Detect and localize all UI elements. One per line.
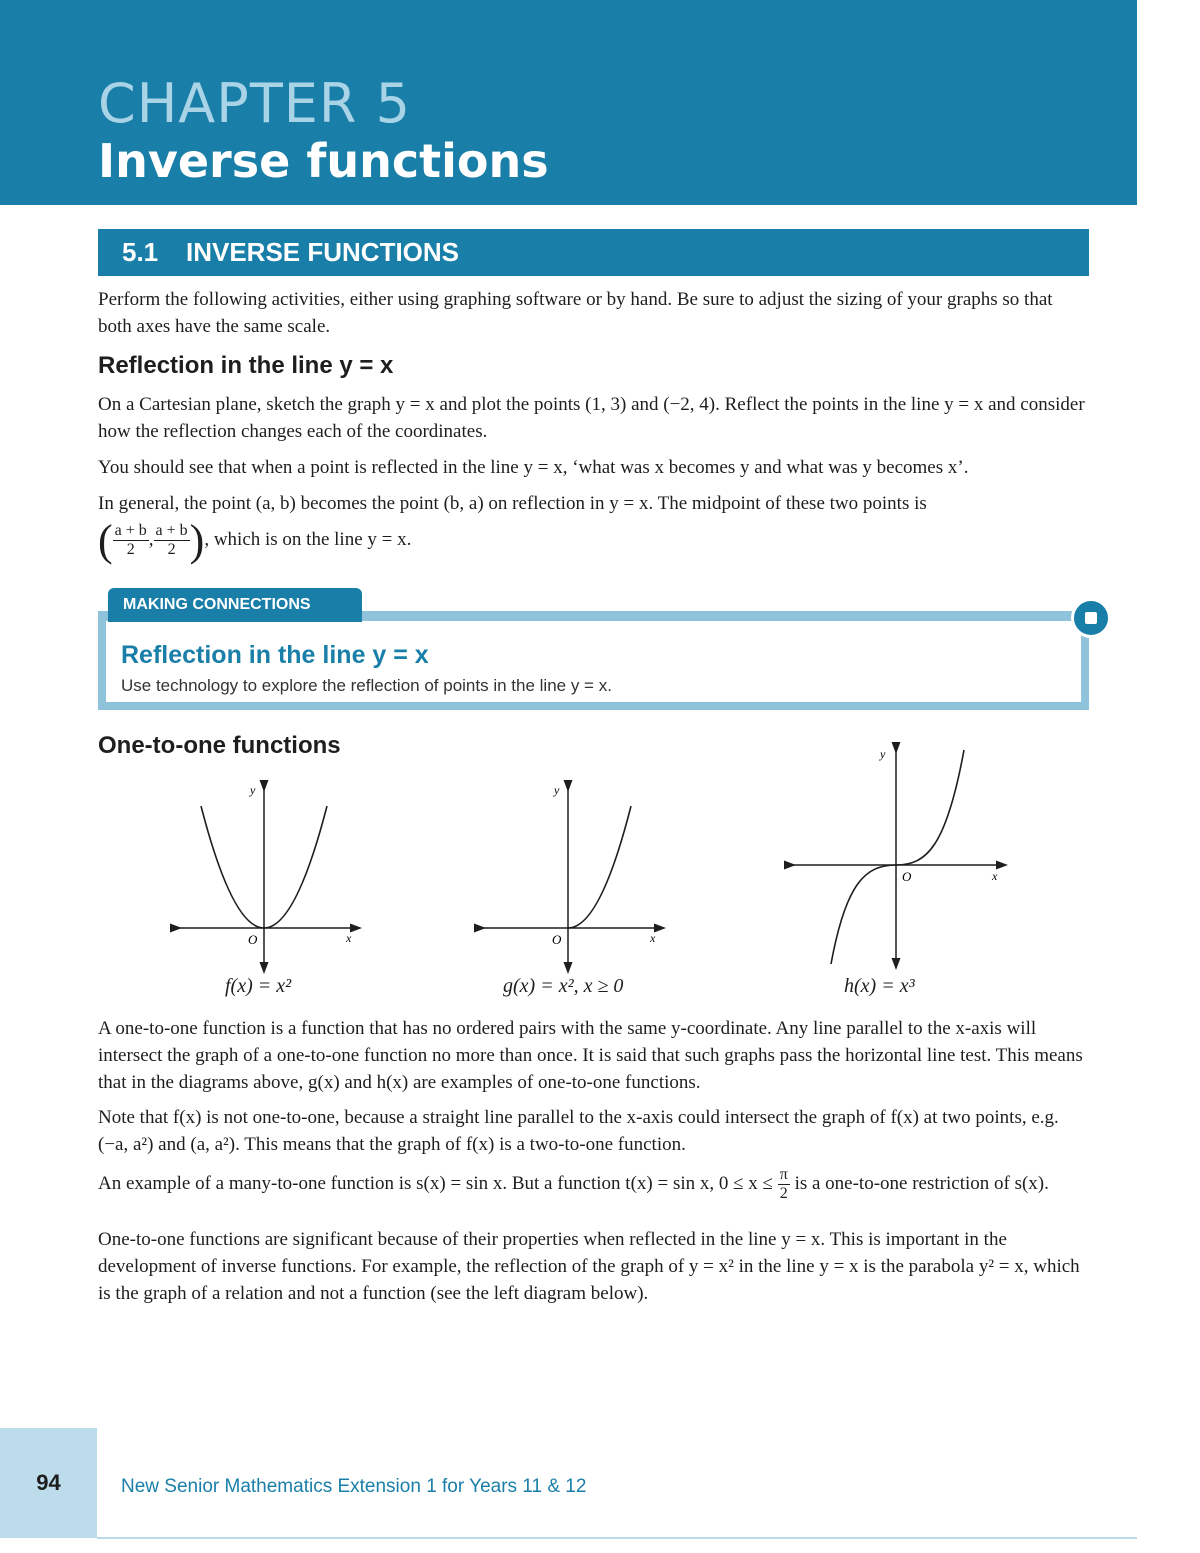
reflection-paragraph-2: You should see that when a point is reflected in the line y = x, ‘what was x becomes y and what was y becomes x’. (98, 457, 969, 478)
making-connections-box (98, 611, 1089, 710)
graph-g-caption: g(x) = x², x ≥ 0 (503, 975, 624, 997)
making-connections-text: Use technology to explore the reflection of points in the line y = x. (121, 676, 612, 695)
graph-h-caption: h(x) = x³ (844, 975, 915, 997)
chapter-title: Inverse functions (98, 134, 549, 188)
x-axis-label: x (346, 931, 352, 945)
one-to-one-paragraph-3: An example of a many-to-one function is s(x) = sin x. But a function t(x) = sin x, 0 ≤ x ≤ $\frac{\pi}{2}$ is a one-to-one restriction of s(x). (98, 1166, 1049, 1202)
book-title: New Senior Mathematics Extension 1 for Years 11 & 12 (121, 1476, 587, 1497)
reflection-paragraph-3: In general, the point (a, b) becomes the point (b, a) on reflection in y = x. The midpoint of these two points is (98, 493, 927, 514)
one-to-one-paragraph-2: Note that f(x) is not one-to-one, because a straight line parallel to the x-axis could intersect the graph of f(x) at two points, e.g. (−a, a²) and (a, a²). This means that the graph of f(x) is a two-to-one function. (98, 1107, 1059, 1155)
making-connections-tab: MAKING CONNECTIONS (108, 588, 362, 622)
one-to-one-heading: One-to-one functions (98, 732, 341, 759)
graph-f-caption: f(x) = x² (225, 975, 292, 997)
y-axis-label: y (554, 783, 560, 797)
x-axis-label: x (650, 931, 656, 945)
making-connections-title: Reflection in the line y = x (121, 641, 429, 669)
reflection-heading: Reflection in the line y = x (98, 352, 394, 379)
reflection-paragraph-1: On a Cartesian plane, sketch the graph y = x and plot the points (1, 3) and (−2, 4). Reflect the points in the line y = x and consider how the reflection changes each of the coordinates. (98, 394, 1085, 442)
footer-divider (97, 1537, 1137, 1539)
half-parabola-curve (568, 806, 631, 928)
origin-label: O (552, 932, 562, 947)
section-number: 5.1 (122, 237, 159, 267)
page-number: 94 (0, 1428, 97, 1538)
cubic-curve (831, 750, 964, 964)
graph-f-parabola (170, 780, 360, 975)
midpoint-x-fraction: $\frac{a + b}{2}$ (114, 522, 147, 558)
section-title: INVERSE FUNCTIONS (186, 237, 460, 267)
intro-paragraph: Perform the following activities, either using graphing software or by hand. Be sure to adjust the sizing of your graphs so that both axes have the same scale. (98, 289, 1053, 337)
graph-h-cubic (786, 742, 1006, 970)
midpoint-tail: , which is on the line y = x. (204, 528, 412, 550)
section-heading (98, 229, 1089, 276)
y-axis-label: y (250, 783, 256, 797)
midpoint-y-fraction: $\frac{a + b}{2}$ (155, 522, 188, 558)
origin-label: O (248, 932, 258, 947)
origin-label: O (902, 869, 912, 884)
chapter-number: CHAPTER 5 (98, 72, 411, 135)
interactive-link-icon[interactable] (1071, 598, 1111, 638)
y-axis-label: y (880, 747, 886, 761)
one-to-one-paragraph-1: A one-to-one function is a function that has no ordered pairs with the same y-coordinate. Any line parallel to the x-axis will intersect the graph of a one-to-one function no more than once. It is said that such graphs pass the horizontal line test. This means that in the diagrams above, g(x) and h(x) are examples of one-to-one functions. (98, 1018, 1083, 1093)
x-axis-label: x (992, 869, 998, 883)
graph-g-half-parabola (474, 780, 664, 975)
pi-over-two-fraction: $\frac{\pi}{2}$ (779, 1166, 788, 1202)
one-to-one-paragraph-4: One-to-one functions are significant because of their properties when reflected in the line y = x. This is important in the development of inverse functions. For example, the reflection of the graph of y = x² in the line y = x is the parabola y² = x, which is the graph of a relation and not a function (see the left diagram below). (98, 1229, 1080, 1304)
midpoint-expression: ( $\frac{a + b}{2}$ , $\frac{a + b}{2}$ ), which is on the line y = x. (98, 516, 412, 565)
